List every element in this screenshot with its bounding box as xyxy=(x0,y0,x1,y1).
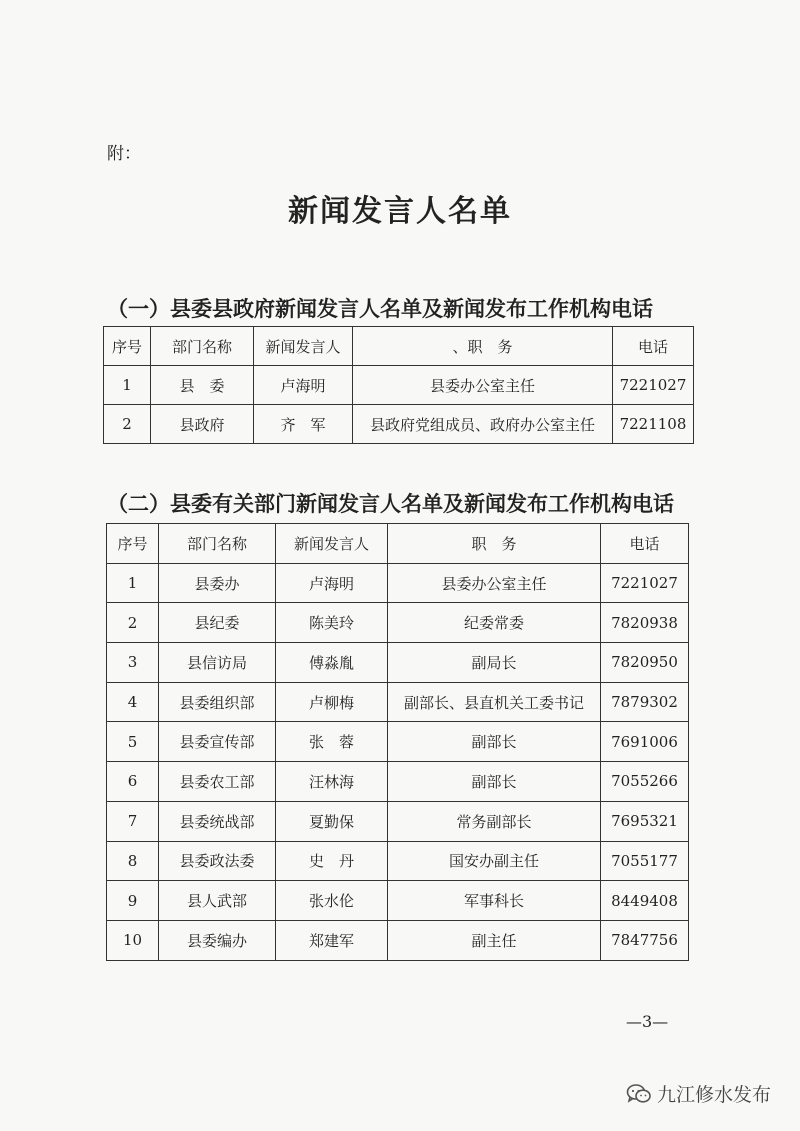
phone-cell: 7055266 xyxy=(601,762,689,802)
spokesperson-cell: 汪林海 xyxy=(276,762,388,802)
position-cell: 县委办公室主任 xyxy=(353,366,613,405)
position-cell: 县政府党组成员、政府办公室主任 xyxy=(353,405,613,444)
index-cell: 5 xyxy=(107,722,159,762)
phone-cell: 8449408 xyxy=(601,881,689,921)
department-cell: 县人武部 xyxy=(159,881,276,921)
section-2-table xyxy=(106,523,689,961)
index-cell: 1 xyxy=(104,366,151,405)
section-2-heading: （二）县委有关部门新闻发言人名单及新闻发布工作机构电话 xyxy=(107,491,674,516)
index-cell: 1 xyxy=(107,563,159,603)
phone-cell: 7879302 xyxy=(601,682,689,722)
department-cell: 县 委 xyxy=(151,366,254,405)
table-row xyxy=(107,801,689,841)
position-cell: 副部长 xyxy=(388,722,601,762)
phone-cell: 7820938 xyxy=(601,603,689,643)
phone-cell: 7691006 xyxy=(601,722,689,762)
phone-cell: 7221027 xyxy=(601,563,689,603)
document-title: 新闻发言人名单 xyxy=(288,194,512,229)
table-row xyxy=(104,405,694,444)
index-cell: 2 xyxy=(107,603,159,643)
watermark xyxy=(626,1080,771,1107)
table-row xyxy=(107,881,689,921)
position-cell: 国安办副主任 xyxy=(388,841,601,881)
position-cell: 副主任 xyxy=(388,920,601,960)
spokesperson-cell: 夏勤保 xyxy=(276,801,388,841)
index-cell: 9 xyxy=(107,881,159,921)
department-cell: 县纪委 xyxy=(159,603,276,643)
header-cell: 部门名称 xyxy=(159,524,276,564)
position-cell: 副部长 xyxy=(388,762,601,802)
spokesperson-cell: 张 蓉 xyxy=(276,722,388,762)
position-cell: 副部长、县直机关工委书记 xyxy=(388,682,601,722)
table-row xyxy=(107,603,689,643)
section-1-heading: （一）县委县政府新闻发言人名单及新闻发布工作机构电话 xyxy=(107,296,653,321)
position-cell: 纪委常委 xyxy=(388,603,601,643)
table-row xyxy=(107,722,689,762)
spokesperson-cell: 卢海明 xyxy=(254,366,353,405)
department-cell: 县委办 xyxy=(159,563,276,603)
department-cell: 县政府 xyxy=(151,405,254,444)
department-cell: 县委统战部 xyxy=(159,801,276,841)
position-cell: 副局长 xyxy=(388,643,601,683)
position-cell: 县委办公室主任 xyxy=(388,563,601,603)
index-cell: 8 xyxy=(107,841,159,881)
index-cell: 7 xyxy=(107,801,159,841)
index-cell: 10 xyxy=(107,920,159,960)
table-row xyxy=(107,682,689,722)
department-cell: 县委农工部 xyxy=(159,762,276,802)
spokesperson-cell: 卢柳梅 xyxy=(276,682,388,722)
wechat-icon xyxy=(626,1083,652,1105)
header-cell: 电话 xyxy=(613,327,694,366)
department-cell: 县委政法委 xyxy=(159,841,276,881)
header-cell: 新闻发言人 xyxy=(276,524,388,564)
phone-cell: 7847756 xyxy=(601,920,689,960)
index-cell: 3 xyxy=(107,643,159,683)
phone-cell: 7055177 xyxy=(601,841,689,881)
phone-cell: 7221108 xyxy=(613,405,694,444)
department-cell: 县委编办 xyxy=(159,920,276,960)
table-row xyxy=(107,762,689,802)
department-cell: 县委组织部 xyxy=(159,682,276,722)
header-cell: 职 务 xyxy=(388,524,601,564)
position-cell: 常务副部长 xyxy=(388,801,601,841)
section-1-table xyxy=(103,326,694,444)
table-row xyxy=(107,643,689,683)
index-cell: 6 xyxy=(107,762,159,802)
table-row xyxy=(107,920,689,960)
watermark-text: 九江修水发布 xyxy=(657,1084,772,1106)
page-number: —3— xyxy=(626,1012,669,1031)
phone-cell: 7221027 xyxy=(613,366,694,405)
table-row xyxy=(107,563,689,603)
table-header-row xyxy=(104,327,694,366)
attachment-label: 附： xyxy=(107,144,141,164)
index-cell: 4 xyxy=(107,682,159,722)
spokesperson-cell: 齐 军 xyxy=(254,405,353,444)
position-cell: 军事科长 xyxy=(388,881,601,921)
department-cell: 县委宣传部 xyxy=(159,722,276,762)
phone-cell: 7820950 xyxy=(601,643,689,683)
table-header-row xyxy=(107,524,689,564)
spokesperson-cell: 傅淼胤 xyxy=(276,643,388,683)
header-cell: 电话 xyxy=(601,524,689,564)
table-row xyxy=(104,366,694,405)
spokesperson-cell: 史 丹 xyxy=(276,841,388,881)
header-cell: 序号 xyxy=(107,524,159,564)
index-cell: 2 xyxy=(104,405,151,444)
spokesperson-cell: 张水伦 xyxy=(276,881,388,921)
header-cell: 、职 务 xyxy=(353,327,613,366)
department-cell: 县信访局 xyxy=(159,643,276,683)
header-cell: 新闻发言人 xyxy=(254,327,353,366)
spokesperson-cell: 陈美玲 xyxy=(276,603,388,643)
header-cell: 序号 xyxy=(104,327,151,366)
phone-cell: 7695321 xyxy=(601,801,689,841)
spokesperson-cell: 郑建军 xyxy=(276,920,388,960)
header-cell: 部门名称 xyxy=(151,327,254,366)
table-row xyxy=(107,841,689,881)
spokesperson-cell: 卢海明 xyxy=(276,563,388,603)
